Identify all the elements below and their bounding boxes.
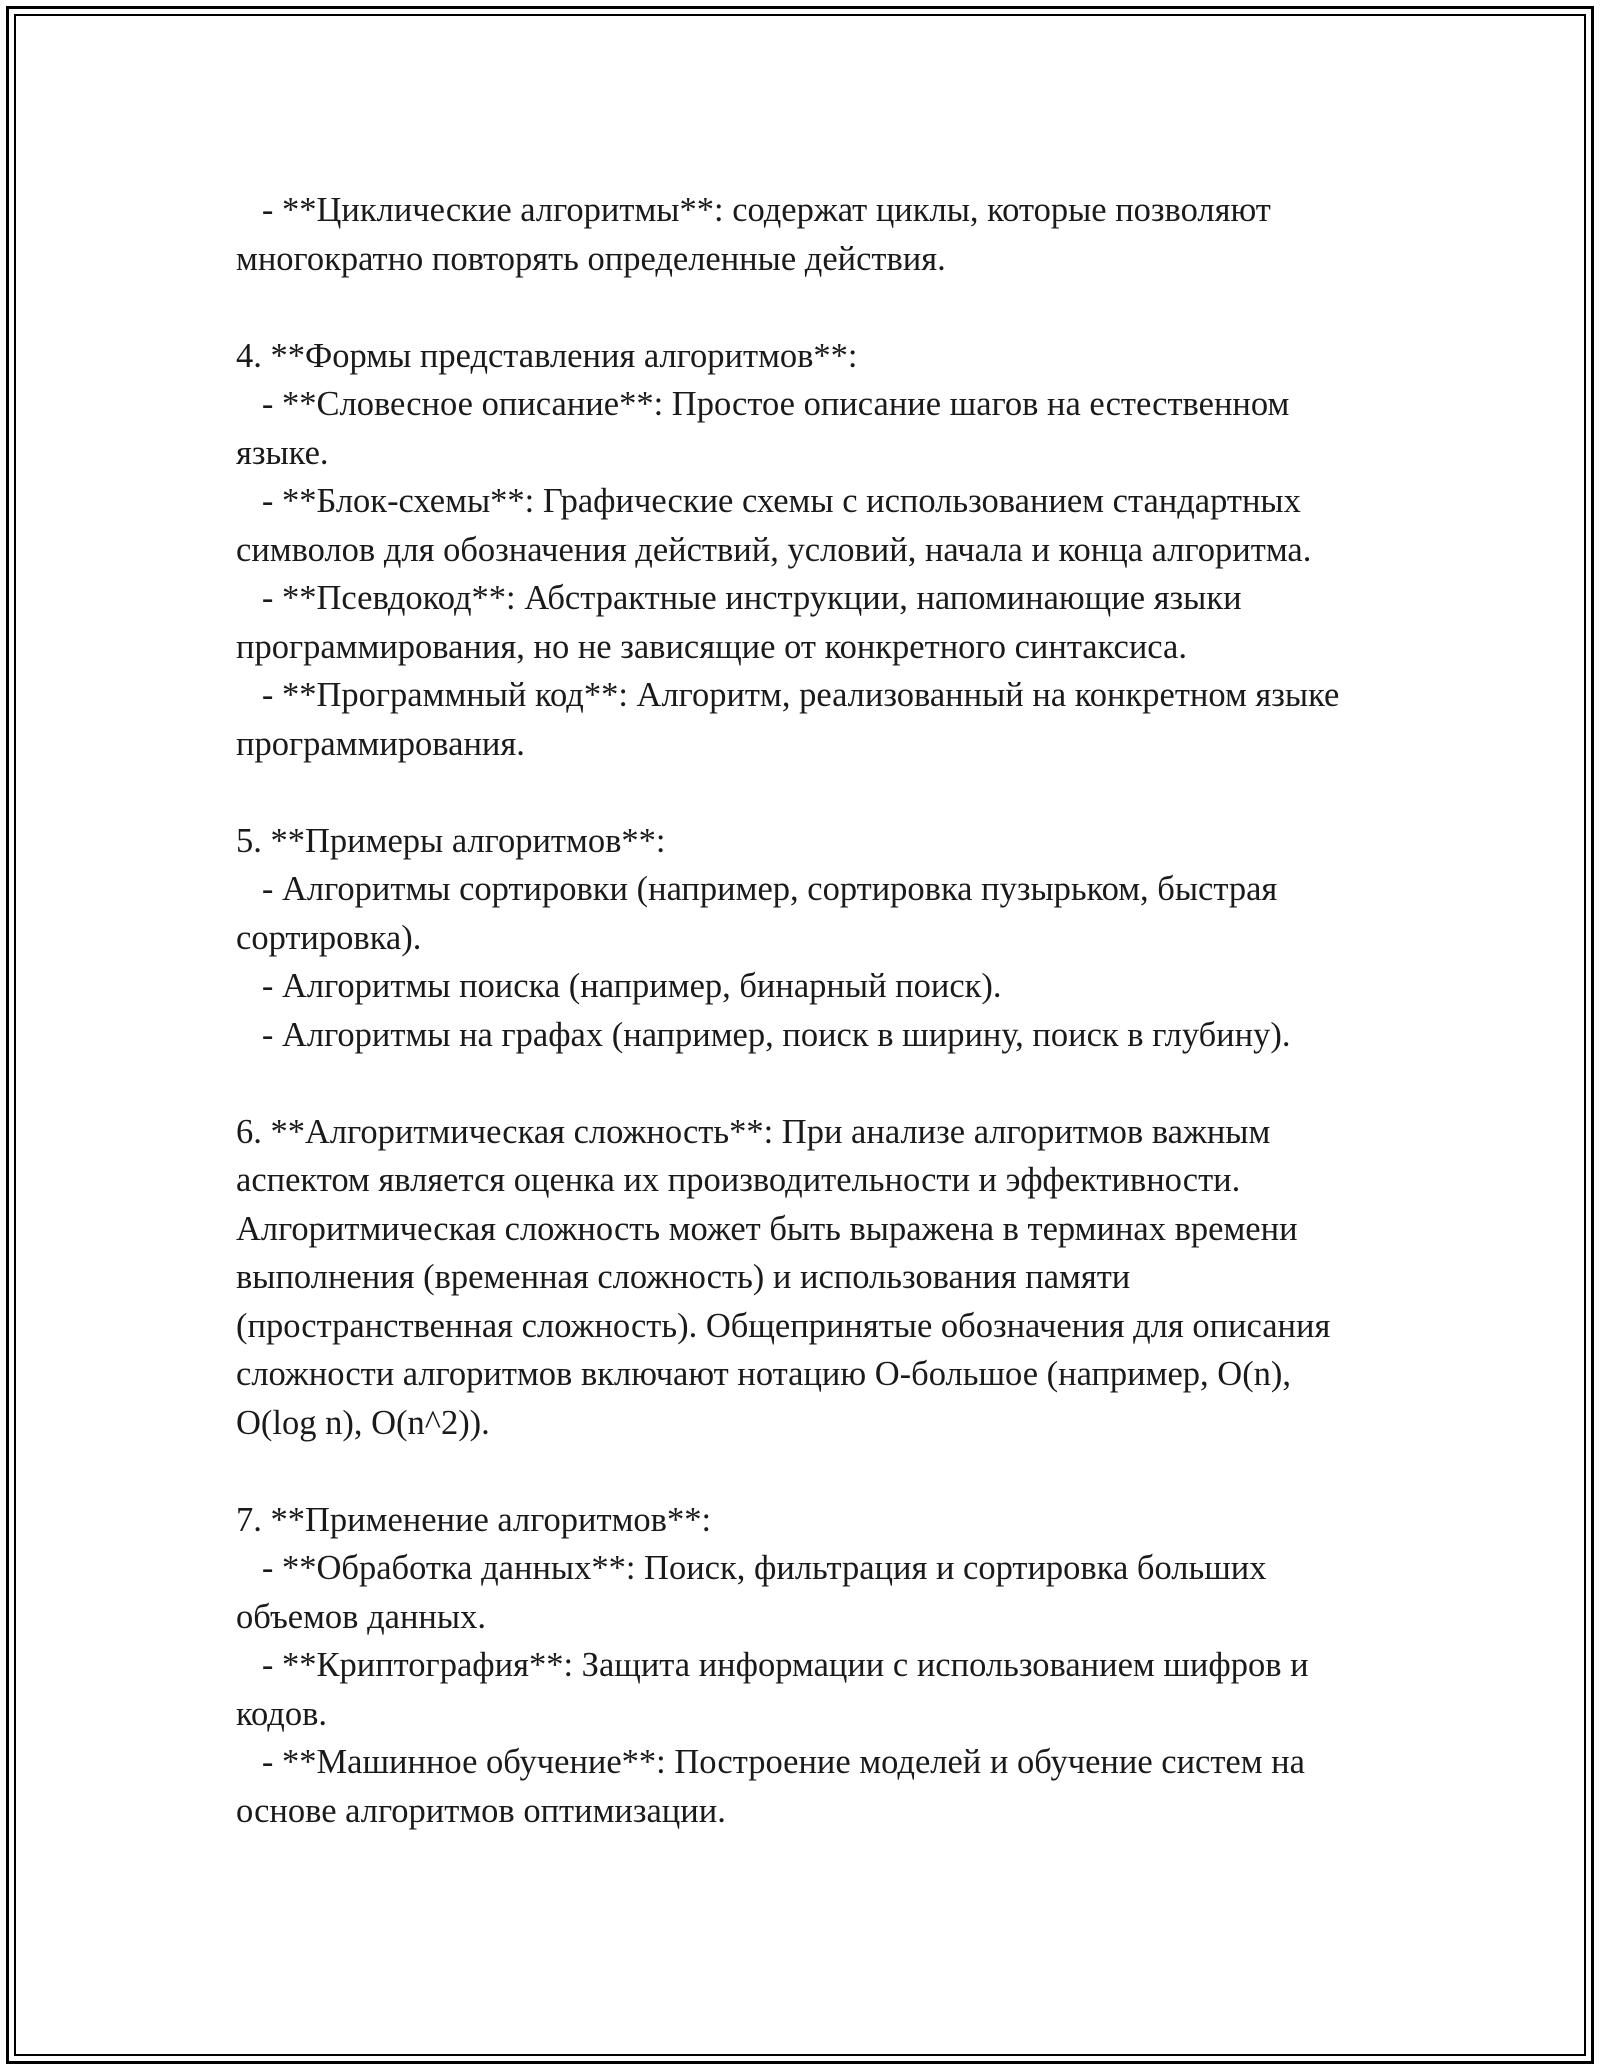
list-item: - Алгоритмы на графах (например, поиск в ширину, поиск в глубину). xyxy=(236,1015,1291,1054)
block-applications xyxy=(236,1496,1376,1836)
blank-line xyxy=(236,1447,1376,1496)
section-heading: 7. **Применение алгоритмов**: xyxy=(236,1500,712,1539)
block-forms-of-representation xyxy=(236,332,1376,769)
list-item: - **Словесное описание**: Простое описание шагов на естественном языке. xyxy=(236,385,1298,472)
list-item: - Алгоритмы поиска (например, бинарный поиск). xyxy=(236,967,1002,1005)
text-line: - **Циклические алгоритмы**: содержат циклы, которые позволяют многократно повторять определенные действия. xyxy=(236,191,1280,278)
list-item: - **Машинное обучение**: Построение моделей и обучение систем на основе алгоритмов оптимизации. xyxy=(236,1743,1314,1830)
blank-line xyxy=(236,1059,1376,1108)
list-item: - **Обработка данных**: Поиск, фильтрация и сортировка больших объемов данных. xyxy=(236,1549,1276,1636)
block-algorithmic-complexity xyxy=(236,1108,1376,1448)
blank-line xyxy=(236,768,1376,817)
list-item: - **Псевдокод**: Абстрактные инструкции, напоминающие языки программирования, но не зависящие от конкретного синтаксиса. xyxy=(236,579,1251,666)
section-paragraph: 6. **Алгоритмическая сложность**: При анализе алгоритмов важным аспектом является оценка их производительности и эффективности. Алгоритмическая сложность может быть выражена в терминах времени выполнения (временная сложность) и использования памяти (пространственная сложность). Общепринятые обозначения для описания сложности алгоритмов включают нотацию O-большое (например, O(n), O(log n), O(n^2)). xyxy=(236,1112,1339,1442)
block-algorithm-examples xyxy=(236,817,1376,1060)
list-item: - **Блок-схемы**: Графические схемы с использованием стандартных символов для обозначения действий, условий, начала и конца алгоритма. xyxy=(236,482,1312,569)
section-heading: 5. **Примеры алгоритмов**: xyxy=(236,821,666,860)
section-heading: 4. **Формы представления алгоритмов**: xyxy=(236,336,858,375)
list-item: - **Криптография**: Защита информации с использованием шифров и кодов. xyxy=(236,1646,1318,1733)
list-item: - Алгоритмы сортировки (например, сортировка пузырьком, быстрая сортировка). xyxy=(236,870,1286,957)
blank-line xyxy=(236,283,1376,332)
list-item: - **Программный код**: Алгоритм, реализованный на конкретном языке программирования. xyxy=(236,676,1348,763)
block-cyclic-algorithms xyxy=(236,186,1376,283)
document-body xyxy=(236,186,1376,1835)
